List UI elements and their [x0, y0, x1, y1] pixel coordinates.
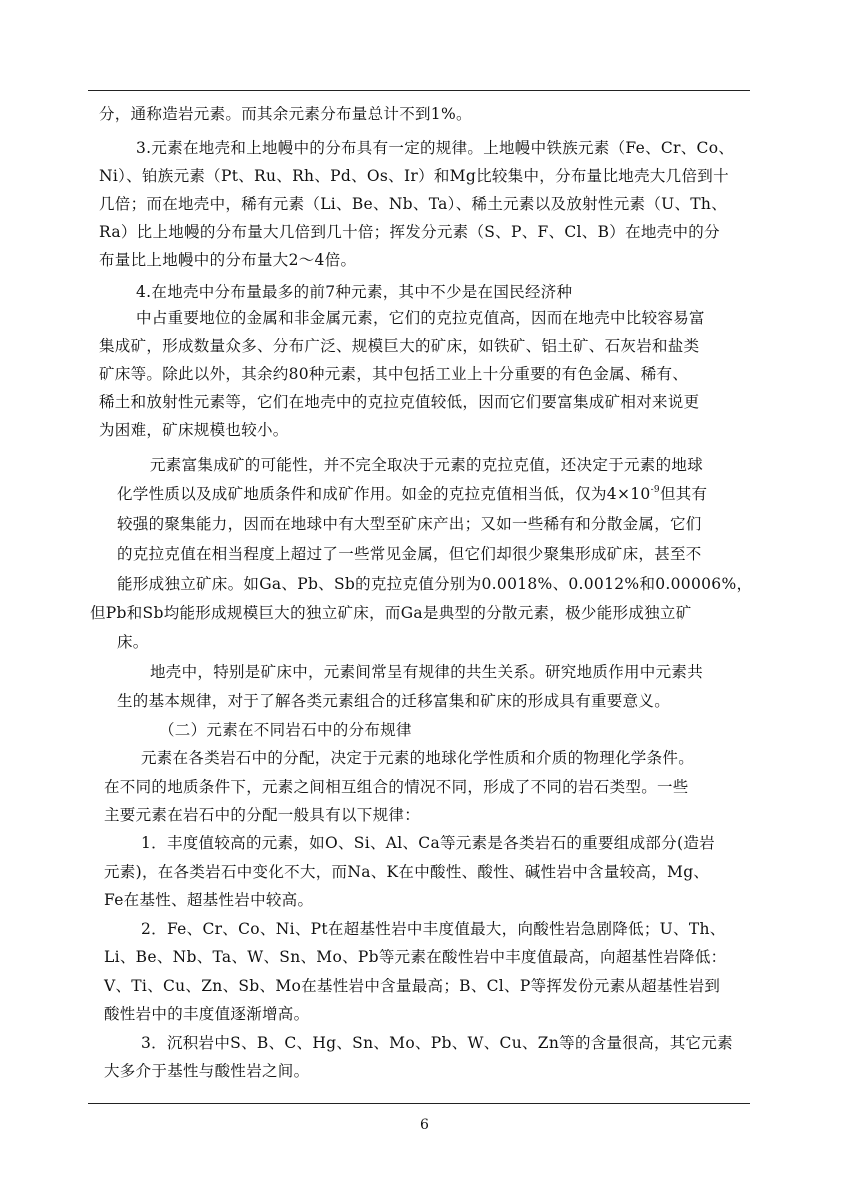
text-line: Fe在基性、超基性岩中较高。 — [104, 891, 314, 909]
text-line: 布量比上地幔中的分布量大2～4倍。 — [99, 251, 357, 269]
text-line: 元素富集成矿的可能性，并不完全取决于元素的克拉克值，还决定于元素的地球 — [150, 456, 704, 474]
text-line: （二）元素在不同岩石中的分布规律 — [159, 721, 412, 739]
text-line: 2．Fe、Cr、Co、Ni、Pt在超基性岩中丰度值最大，向酸性岩急剧降低；U、Th、 — [141, 920, 726, 938]
text-line: 较强的聚集能力，因而在地球中有大型至矿床产出；又如一些稀有和分散金属，它们 — [117, 515, 702, 533]
text-line: Li、Be、Nb、Ta、W、Sn、Mo、Pb等元素在酸性岩中丰度值最高，向超基性岩降低： — [104, 948, 727, 966]
text-line: 中占重要地位的金属和非金属元素，它们的克拉克值高，因而在地壳中比较容易富 — [136, 309, 705, 327]
text-line: 元素在各类岩石中的分配，决定于元素的地球化学性质和介质的物理化学条件。 — [141, 749, 695, 767]
text-line: 化学性质以及成矿地质条件和成矿作用。如金的克拉克值相当低，仅为$4\times 10^{-9}$但其有 — [117, 485, 708, 503]
text-line: 元素)，在各类岩石中变化不大，而Na、K在中酸性、酸性、碱性岩中含量较高，Mg、 — [104, 863, 710, 881]
text-line: 4.在地壳中分布量最多的前7种元素，其中不少是在国民经济种 — [136, 283, 573, 301]
text-line: 几倍；而在地壳中，稀有元素（Li、Be、Nb、Ta）、稀土元素以及放射性元素（U、Th、 — [99, 195, 728, 213]
text-line: 矿床等。除此以外，其余约80种元素，其中包括工业上十分重要的有色金属、稀有、 — [99, 365, 689, 383]
text-line: Ra）比上地幔的分布量大几倍到几十倍；挥发分元素（S、P、F、Cl、B）在地壳中的分 — [99, 223, 720, 241]
text-line: 集成矿，形成数量众多、分布广泛、规模巨大的矿床，如铁矿、铝土矿、石灰岩和盐类 — [99, 337, 700, 355]
text-line: 床。 — [117, 633, 149, 651]
text-line: 酸性岩中的丰度值逐渐增高。 — [104, 1005, 310, 1023]
text-line: 但Pb和Sb均能形成规模巨大的独立矿床，而Ga是典型的分散元素，极少能形成独立矿 — [90, 604, 692, 622]
text-line: 主要元素在岩石中的分配一般具有以下规律： — [104, 806, 421, 824]
text-line: V、Ti、Cu、Zn、Sb、Mo在基性岩中含量最高；B、Cl、P等挥发份元素从超基性岩到 — [104, 977, 721, 995]
text-line: 1．丰度值较高的元素，如O、Si、Al、Ca等元素是各类岩石的重要组成部分(造岩 — [141, 834, 715, 852]
page-number: 6 — [420, 1117, 429, 1133]
text-line: 3．沉积岩中S、B、C、Hg、Sn、Mo、Pb、W、Cu、Zn等的含量很高，其它元素 — [141, 1034, 733, 1052]
text-line: Ni）、铂族元素（Pt、Ru、Rh、Pd、Os、Ir）和Mg比较集中，分布量比地壳大几倍到十 — [99, 167, 729, 185]
text-line: 的克拉克值在相当程度上超过了一些常见金属，但它们却很少聚集形成矿床，甚至不 — [117, 545, 702, 563]
footer-rule — [88, 1103, 750, 1104]
text-line: 地壳中，特别是矿床中，元素间常呈有规律的共生关系。研究地质作用中元素共 — [150, 663, 704, 681]
header-rule — [88, 90, 750, 91]
text-line: 在不同的地质条件下，元素之间相互组合的情况不同，形成了不同的岩石类型。一些 — [104, 778, 689, 796]
text-line: 分，通称造岩元素。而其余元素分布量总计不到1%。 — [99, 105, 472, 123]
text-line: 能形成独立矿床。如Ga、Pb、Sb的克拉克值分别为0.0018%、0.0012%和0.00006%， — [117, 575, 753, 593]
text-line: 稀土和放射性元素等，它们在地壳中的克拉克值较低，因而它们要富集成矿相对来说更 — [99, 393, 700, 411]
text-line: 生的基本规律，对于了解各类元素组合的迁移富集和矿床的形成具有重要意义。 — [117, 692, 671, 710]
text-line: 大多介于基性与酸性岩之间。 — [104, 1062, 310, 1080]
text-line: 3.元素在地壳和上地幔中的分布具有一定的规律。上地幔中铁族元素（Fe、Cr、Co、 — [136, 139, 735, 157]
text-line: 为困难，矿床规模也较小。 — [99, 421, 289, 439]
